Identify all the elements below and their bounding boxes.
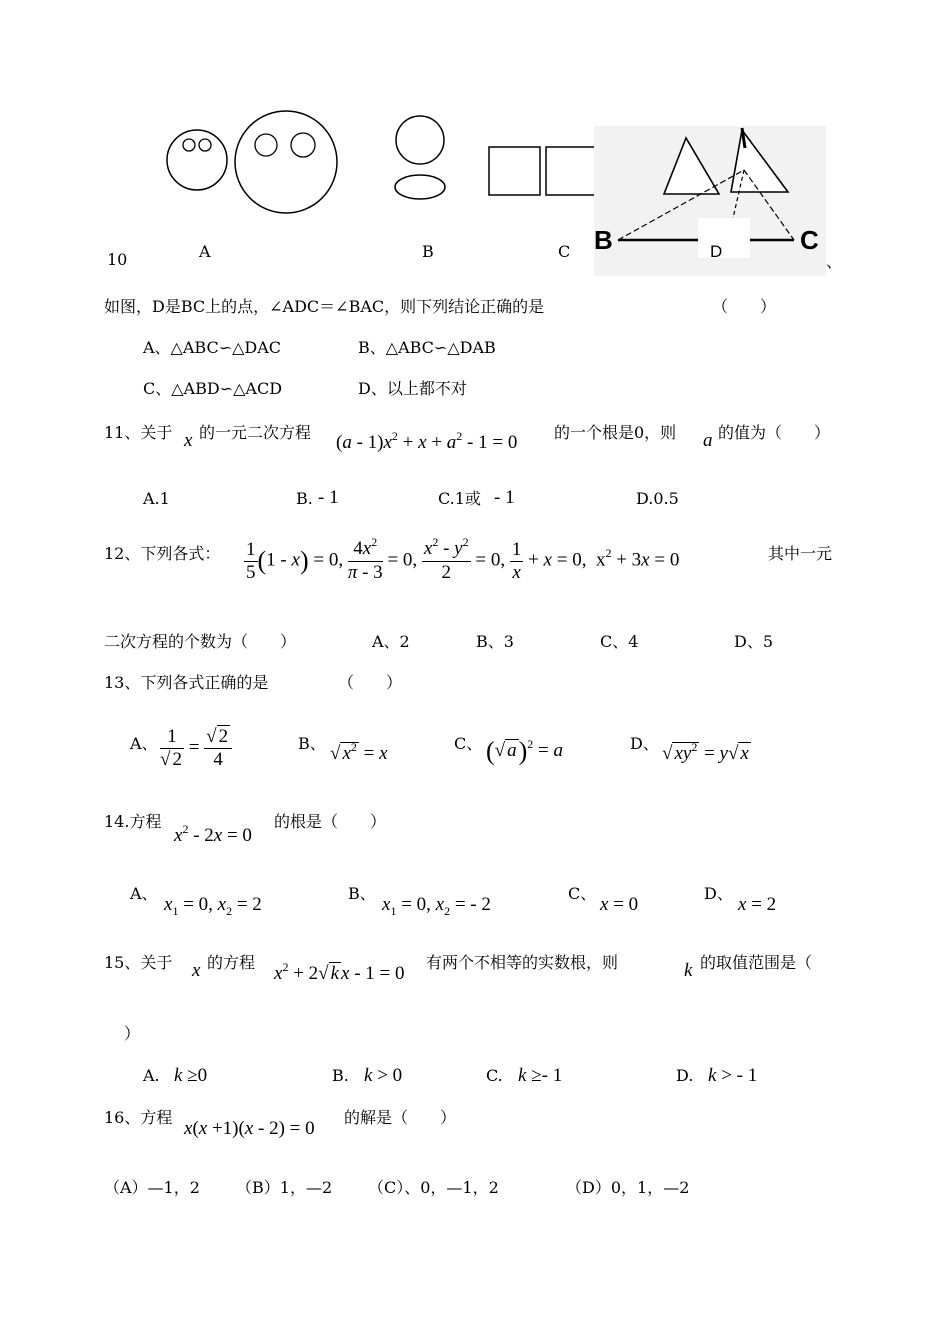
q12-choice-d: D、5 (734, 632, 774, 651)
faces-figure-a (160, 108, 350, 218)
q12-prefix: 12、下列各式： (104, 544, 221, 563)
q15-mid: 的方程 (207, 953, 256, 972)
q12-suffix: 其中一元 (768, 544, 833, 563)
q10-answer-paren: （ ） (712, 297, 777, 316)
q10-choice-d: D、以上都不对 (358, 379, 467, 398)
q11-equation: $(a - 1)x^2 + x + a^2 - 1 = 0$ (336, 429, 518, 453)
triangle-label-c: C (800, 225, 819, 255)
q11-after: 的一个根是0，则 (554, 423, 677, 442)
q12-line2: 二次方程的个数为（ ） (104, 632, 297, 651)
q14-suffix: 的根是（ ） (274, 812, 387, 831)
circle-ellipse-figure-b (390, 112, 450, 204)
q13-answer-paren: （ ） (338, 673, 403, 692)
q10-choice-c: C、△ABD∽△ACD (143, 379, 283, 398)
q13-label-d: D、 (630, 734, 659, 753)
q15-variable-k: k (684, 960, 693, 981)
q13-label-a: A、 (130, 734, 158, 753)
q13-choice-c-expr: (√ a)$^2$ = a (486, 736, 563, 766)
q15-choice-d-expr: k > - 1 (708, 1065, 758, 1086)
q15-choice-a-expr: k ≥0 (174, 1065, 208, 1086)
q14-choice-a-expr: $x_1 = 0$, $x_2 = 2$ (164, 894, 262, 918)
figure-label-b: B (422, 242, 434, 261)
q10-choice-b: B、△ABC∽△DAB (358, 338, 496, 357)
q14-label-c: C、 (568, 884, 597, 903)
q15-label-c: C. (486, 1066, 503, 1085)
q14-choice-c-expr: x = 0 (600, 894, 639, 915)
q15-prefix: 15、关于 (104, 953, 173, 972)
q11-choice-b: B. (296, 489, 313, 508)
q11-mid: 的一元二次方程 (199, 423, 312, 442)
q14-prefix: 14.方程 (104, 812, 162, 831)
question-number-10: 10 (107, 250, 128, 269)
q10-choice-a: A、△ABC∽△DAC (143, 338, 282, 357)
q16-suffix: 的解是（ ） (344, 1108, 457, 1127)
q15-variable-x: x (192, 960, 201, 981)
figure-label-c: C (558, 242, 571, 261)
q11-variable-x: x (184, 430, 193, 451)
q11-choice-c: C.1或 (438, 489, 481, 508)
q13-choice-b-expr: √ $x^2 = x$ (330, 740, 388, 764)
q14-choice-b-expr: $x_1 = 0$, $x_2$ = - 2 (382, 894, 491, 918)
q15-after: 有两个不相等的实数根，则 (426, 953, 619, 972)
q12-choice-c: C、4 (600, 632, 639, 651)
q12-choice-a: A、2 (372, 632, 410, 651)
q15-label-a: A. (143, 1066, 160, 1085)
q14-label-d: D、 (704, 884, 733, 903)
q12-expressions: $\frac{1}{5}$ (1 - x) = 0, $\frac{4x^2}{\pi - 3}$ = 0, $\frac{x^2 - y^2}{2}$ = 0, $\frac{1}{x}$ + x = 0, $x^2 + 3x = 0$ (246, 535, 680, 583)
q13-label-c: C、 (454, 734, 483, 753)
q10-tail-mark: 、 (826, 252, 843, 271)
triangle-label-b: B (594, 225, 613, 255)
triangle-label-d: D (710, 242, 723, 261)
q14-label-a: A、 (130, 884, 158, 903)
q15-choice-c-expr: k ≥- 1 (518, 1065, 563, 1086)
q11-choice-a: A.1 (143, 489, 170, 508)
q11-variable-a: a (703, 430, 713, 451)
q14-choice-d-expr: x = 2 (738, 894, 777, 915)
q15-close-paren: ） (124, 1024, 141, 1043)
q11-prefix: 11、关于 (104, 423, 173, 442)
q11-choice-c-value: - 1 (494, 487, 515, 508)
q16-choice-d: （D）0，1，—2 (566, 1178, 690, 1197)
q15-choice-b-expr: k > 0 (364, 1065, 403, 1086)
q16-choice-c: （C）、0，—1，2 (368, 1178, 499, 1197)
q11-end: 的值为（ ） (718, 423, 831, 442)
q16-choice-a: （A）—1，2 (104, 1178, 200, 1197)
q13-label-b: B、 (298, 734, 326, 753)
q13-stem: 13、下列各式正确的是 (104, 673, 269, 692)
q15-end: 的取值范围是（ (700, 953, 813, 972)
q15-label-b: B. (332, 1066, 349, 1085)
q11-choice-b-value: - 1 (318, 487, 339, 508)
q14-equation: $x^2 - 2x = 0$ (174, 822, 252, 846)
q13-choice-d-expr: √ $xy^2 = y√$ x (662, 740, 749, 764)
figure-label-a: A (199, 242, 211, 261)
q10-stem: 如图，D是BC上的点，∠ADC＝∠BAC，则下列结论正确的是 (104, 297, 545, 316)
q14-label-b: B、 (348, 884, 376, 903)
q15-equation: $x^2 + 2√$ k x - 1 = 0 (274, 960, 405, 984)
q11-choice-d: D.0.5 (636, 489, 679, 508)
q16-choice-b: （B）1，—2 (236, 1178, 333, 1197)
q12-choice-b: B、3 (476, 632, 514, 651)
q16-prefix: 16、方程 (104, 1108, 173, 1127)
q13-choice-a-expr: $\frac{1}{√ 2}$ = $\frac{√ 2}{4}$ (160, 726, 232, 771)
q16-equation: x(x +1)(x - 2) = 0 (184, 1118, 315, 1139)
q15-label-d: D. (676, 1066, 694, 1085)
